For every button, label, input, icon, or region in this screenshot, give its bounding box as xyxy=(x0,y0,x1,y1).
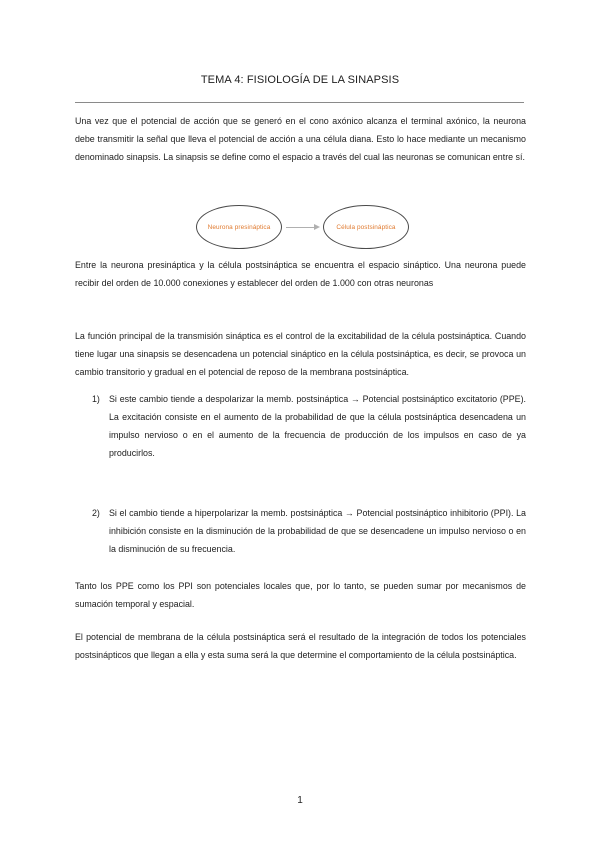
page-number: 1 xyxy=(297,795,303,806)
function-paragraph: La función principal de la transmisión sináptica es el control de la excitabilidad de la célula postsináptica. Cuando tiene lugar una sinapsis se desencadena un potencial sináptico en la célula postsináptica, es decir, se provoca un cambio transitorio y gradual en el potencial de reposo de la membrana postsináptica. xyxy=(75,331,526,377)
list-item-number: 2) xyxy=(92,508,100,518)
synapse-arrow xyxy=(286,227,316,228)
postsynaptic-cell-ellipse xyxy=(323,205,409,249)
postsynaptic-cell-label: Célula postsináptica xyxy=(336,223,396,231)
list-item-number: 1) xyxy=(92,394,100,404)
list-item-text: Si este cambio tiende a despolarizar la memb. postsináptica → Potencial postsináptico excitatorio (PPE). La excitación consiste en el aumento de la probabilidad de que la célula postsináptica desencadena un impulso nervioso o en el aumento de la frecuencia de producción de los impulsos en caso de ya producirlos. xyxy=(109,394,526,458)
title-divider xyxy=(75,102,524,103)
cleft-paragraph: Entre la neurona presináptica y la célula postsináptica se encuentra el espacio sináptico. Una neurona puede recibir del orden de 10.000 conexiones y establecer del orden de 1.000 con otras neuronas xyxy=(75,260,526,288)
summation-paragraph: Tanto los PPE como los PPI son potenciales locales que, por lo tanto, se pueden sumar por mecanismos de sumación temporal y espacial. xyxy=(75,581,526,609)
synapse-diagram xyxy=(196,205,408,253)
presynaptic-neuron-ellipse xyxy=(196,205,282,249)
arrow-head-icon xyxy=(314,224,320,230)
page-title: TEMA 4: FISIOLOGÍA DE LA SINAPSIS xyxy=(200,74,400,86)
list-item-text: Si el cambio tiende a hiperpolarizar la memb. postsináptica → Potencial postsináptico inhibitorio (PPI). La inhibición consiste en la disminución de la probabilidad de que se desencadene un impulso nervioso o en la disminución de su frecuencia. xyxy=(109,508,526,554)
integration-paragraph: El potencial de membrana de la célula postsináptica será el resultado de la integración de todos los potenciales postsinápticos que llegan a ella y esta suma será la que determine el comportamiento de la célula postsináptica. xyxy=(75,632,526,660)
presynaptic-neuron-label: Neurona presináptica xyxy=(207,223,271,231)
intro-paragraph: Una vez que el potencial de acción que se generó en el cono axónico alcanza el terminal axónico, la neurona debe transmitir la señal que lleva el potencial de acción a una célula diana. Esto lo hace mediante un mecanismo denominado sinapsis. La sinapsis se define como el espacio a través del cual las neuronas se comunican entre sí. xyxy=(75,116,526,162)
